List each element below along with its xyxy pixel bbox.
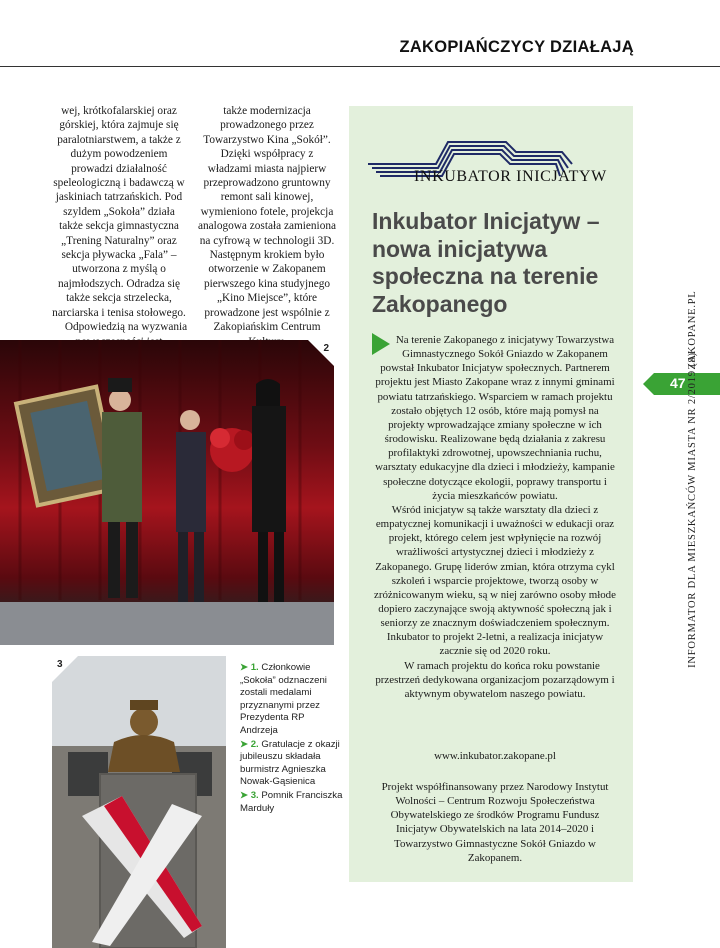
caption-1-arrow: ➤ [240,662,251,673]
caption-3-arrow: ➤ [240,789,251,801]
photo-2-corner-tag [308,340,334,366]
photo-3-number: 3 [57,659,63,670]
ceremony-illustration [0,340,334,645]
sidebar-body [372,333,618,701]
caption-1-text: Członkowie „Sokoła” odznaczeni zostali medalami przyznanymi przez Prezydenta RP Andrzeja [240,662,327,736]
logo-text: INKUBATOR INICJATYW [414,168,607,185]
sidebar-paragraph-3: W ramach projektu do końca roku powstanie przestrzeń dedykowana organizacjom pozarządowym i aktywnym obywatelom naszego powiatu. [375,659,615,700]
photo-monument [52,656,226,948]
photo-ceremony [0,340,334,645]
caption-3 [240,790,344,815]
caption-2-number: 2. [250,738,259,750]
caption-1-number: 1. [250,662,259,673]
photo-captions [240,662,344,816]
header-divider [0,66,720,67]
article-column-1 [50,104,188,349]
margin-site-label: ZAKOPANE.PL [687,290,698,370]
caption-2 [240,739,344,789]
page-number: 47 [670,375,686,391]
caption-3-number: 3. [250,789,259,801]
sidebar-paragraph-1: Na terenie Zakopanego z inicjatywy Towarzystwa Gimnastycznego Sokół Gniazdo w Zakopanem powstał Inkubator Inicjatyw społecznych. Partnerem projektu jest Miasto Zakopane wraz z innymi gminami powiatu tatrzańskiego. Wsparciem w ramach projektu zostało objętych 12 osób, które mają pomysł na projekty wprowadzające zmiany społeczne w ich środowisku. Realizowane będą działania z zakresu profilaktyki zdrowotnej, upowszechniania ruchu, warsztaty edukacyjne dla dzieci i młodzieży, kampanie społeczne dotyczące ekologii, poprawy transportu i życia mieszkańców powiatu. [375,334,615,502]
lead-arrow-icon [372,333,390,355]
section-title: ZAKOPIAŃCZYCY DZIAŁAJĄ [399,38,634,56]
photo-2-number: 2 [323,343,329,354]
column-2-paragraph-1: także modernizacja prowadzonego przez Towarzystwo Kina „Sokół”. Dzięki współpracy z władzami miasta najpierw przeprowadzono gruntowny remont sali kinowej, wymieniono fotele, projekcja analogowa została zamieniona na cyfrową w technologii 3D. Następnym krokiem było otworzenie w Zakopanem pierwszego kina studyjnego „Kino Miejsce”, które prowadzone jest wspólnie z Zakopiańskim Centrum [198,105,337,334]
caption-2-arrow: ➤ [240,738,251,750]
caption-2-text: Gratulacje z okazji jubileuszu składała burmistrz Agnieszka Nowak-Gąsienica [240,738,340,788]
inkubator-website-link[interactable]: www.inkubator.zakopane.pl [434,750,556,762]
sidebar-headline: Inkubator Inicjatyw – nowa inicjatywa społeczna na terenie Zakopanego [372,208,600,317]
photo-3-corner-tag [52,656,78,682]
article-column-2 [198,104,336,349]
monument-illustration [52,656,226,948]
sidebar-paragraph-2: Wśród inicjatyw są także warsztaty dla dzieci z empatycznej komunikacji i uważności w edukacji oraz projekt, którego celem jest wpłynięcie na rozwój wrażliwości artystycznej dzieci i młodzieży z Zakopanego. Grupę liderów zmian, która otrzyma cykl szkoleń i wsparcie projektowe, tworzą osoby w zróżnicowanym wieku, są w niej zarówno osoby młode dopiero zaczynające swoją aktywność społeczną jak i seniorzy ze znacznym doświadczeniem społecznym. Inkubator to projekt 2-letni, a realizacja inicjatyw zacznie się od 2020 roku. [374,503,616,658]
column-1-paragraph-2: Odpowiedzią na wyzwania [64,321,188,334]
margin-publication-label: INFORMATOR DLA MIESZKAŃCÓW MIASTA NR 2/2019 (8) [687,352,698,668]
funding-note: Projekt współfinansowany przez Narodowy Instytut Wolności – Centrum Rozwoju Społeczeństwa Obywatelskiego ze środków Programu Fundusz Inicjatyw Obywatelskich na lata 2014–2020 i Towarzystwo Gimnastyczne Sokół Gniazdo w Zakopanem. [381,781,609,864]
column-1-paragraph-1: wej, krótkofalarskiej oraz górskiej, która zajmuje się paralotniarstwem, a także z dużym powodzeniem prowadzi działalność speleologiczną i badawczą w jaskiniach tatrzańskich. Pod szyldem „Sokoła” działa także sekcja gimnastyczna „Trening Naturalny” oraz sekcja pływacka „Fala” – utworzona z myślą o najmłodszych. Odradza się także sekcja strzelecka, narciarska i tenisa stołowego. [52,105,186,319]
caption-1 [240,662,344,738]
caption-3-text: Pomnik Franciszka Marduły [240,789,343,814]
